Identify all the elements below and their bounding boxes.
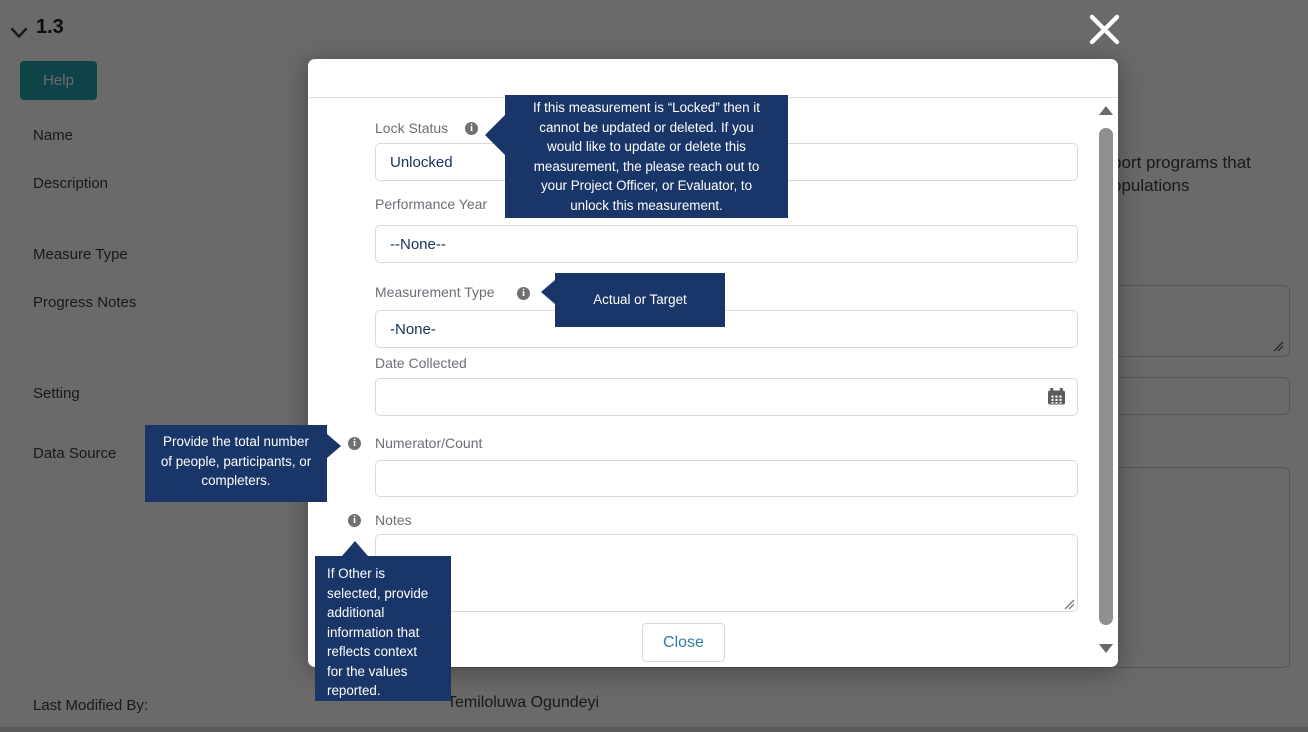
date-collected-input[interactable] [375,378,1078,416]
numerator-tooltip [145,425,327,502]
performance-year-label: Performance Year [375,196,488,212]
info-icon[interactable]: i [517,287,530,300]
resize-handle-icon [1064,599,1075,610]
tooltip-line: If Other is [327,566,386,581]
tooltip-line: additional [327,605,385,620]
tooltip-line: reflects context [327,644,418,659]
scrollbar-up-arrow[interactable] [1099,106,1113,115]
tooltip-line: unlock this measurement. [570,197,723,213]
tooltip-line: would like to update or delete this [547,139,746,154]
lock-status-label: Lock Status [375,120,449,136]
date-collected-label: Date Collected [375,355,467,371]
close-icon[interactable] [1088,13,1121,51]
calendar-icon[interactable] [1048,388,1065,410]
lock-status-tooltip [505,95,788,218]
tooltip-line: of people, participants, or [160,453,312,469]
measurement-type-label: Measurement Type [375,284,495,300]
tooltip-line: completers. [201,473,271,488]
performance-year-input[interactable] [375,225,1078,263]
scrollbar-down-arrow[interactable] [1099,644,1113,653]
notes-label: Notes [375,512,412,528]
tooltip-line: reported. [327,683,381,698]
scrollbar-thumb[interactable] [1099,128,1113,625]
close-button[interactable]: Close [642,623,725,662]
info-icon[interactable]: i [465,122,478,135]
numerator-label: Numerator/Count [375,435,483,451]
tooltip-line: for the values [327,663,408,679]
tooltip-line: information that [327,624,420,640]
tooltip-line: Provide the total number [163,434,309,449]
info-icon[interactable]: i [348,514,361,527]
tooltip-line: cannot be updated or deleted. If you [539,119,754,135]
notes-tooltip [315,556,451,701]
tooltip-text: Actual or Target [593,292,687,308]
measurement-type-tooltip [555,273,725,327]
modal-header [308,59,1118,98]
tooltip-line: measurement, the please reach out to [533,158,760,174]
tooltip-line: selected, provide [327,585,429,601]
notes-textarea[interactable] [375,534,1078,612]
tooltip-line: If this measurement is “Locked” then it [533,100,760,115]
numerator-input[interactable] [375,460,1078,497]
measurement-type-input[interactable] [375,310,1078,348]
info-icon[interactable]: i [348,437,361,450]
tooltip-line: your Project Officer, or Evaluator, to [540,178,753,193]
